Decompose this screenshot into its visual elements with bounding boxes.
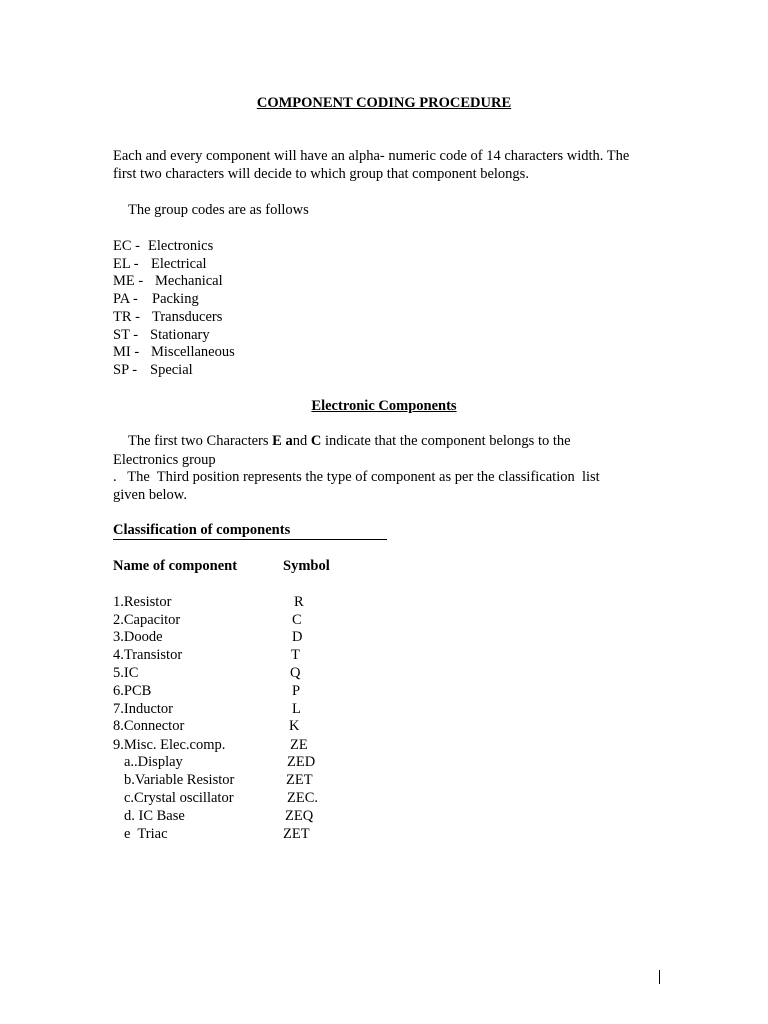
component-symbol: ZE: [290, 737, 308, 753]
component-name: e Triac: [124, 826, 168, 842]
component-name: b.Variable Resistor: [124, 772, 235, 788]
group-name: Special: [150, 362, 193, 378]
para-c: C: [310, 433, 322, 449]
para-line-4: given below.: [113, 487, 187, 503]
component-name: 7.Inductor: [113, 701, 173, 717]
component-symbol: K: [289, 718, 300, 734]
group-code: MI -: [113, 344, 140, 360]
component-symbol: ZEQ: [285, 808, 314, 824]
component-name: 1.Resistor: [113, 594, 172, 610]
group-name: Electrical: [151, 256, 207, 272]
component-name: 6.PCB: [113, 683, 152, 699]
component-name: 2.Capacitor: [113, 612, 181, 628]
page-marker: [659, 970, 660, 984]
component-name: a..Display: [124, 754, 183, 770]
group-code: ST -: [113, 327, 139, 343]
group-code: TR -: [113, 309, 140, 325]
group-code: EL -: [113, 256, 139, 272]
intro-line-1: Each and every component will have an alpha- numeric code of 14 characters width. The: [113, 148, 630, 164]
component-name: 4.Transistor: [113, 647, 183, 663]
group-intro: The group codes are as follows: [128, 202, 309, 218]
component-name: 5.IC: [113, 665, 139, 681]
group-name: Mechanical: [155, 273, 223, 289]
component-symbol: R: [294, 594, 304, 610]
para-line-1: [128, 432, 571, 450]
header-name: Name of component: [113, 558, 238, 574]
group-code: EC -: [113, 238, 140, 254]
group-name: Miscellaneous: [151, 344, 235, 360]
group-name: Stationary: [150, 327, 210, 343]
para-a: a: [285, 433, 293, 449]
component-symbol: T: [291, 647, 300, 663]
component-symbol: ZEC.: [287, 790, 319, 806]
component-symbol: Q: [290, 665, 301, 681]
para-line-2: Electronics group: [113, 452, 216, 468]
group-code: PA -: [113, 291, 138, 307]
group-code: SP -: [113, 362, 138, 378]
component-symbol: P: [292, 683, 301, 699]
intro-line-2: first two characters will decide to which group that component belongs.: [113, 166, 529, 182]
para-line-3: . The Third position represents the type of component as per the classification list: [113, 469, 600, 485]
classification-title: Classification of components: [113, 522, 387, 540]
group-name: Packing: [152, 291, 199, 307]
component-symbol: C: [292, 612, 302, 628]
component-name: 3.Doode: [113, 629, 163, 645]
component-symbol: L: [292, 701, 301, 717]
para-nd: nd: [292, 433, 311, 449]
section-title: Electronic Components: [311, 398, 457, 414]
component-name: c.Crystal oscillator: [124, 790, 234, 806]
component-symbol: ZET: [286, 772, 313, 788]
group-code: ME -: [113, 273, 144, 289]
component-name: 9.Misc. Elec.comp.: [113, 737, 226, 753]
component-name: 8.Connector: [113, 718, 185, 734]
component-symbol: D: [292, 629, 303, 645]
component-symbol: ZET: [283, 826, 310, 842]
group-name: Electronics: [148, 238, 214, 254]
para-e: E: [272, 433, 282, 449]
component-name: d. IC Base: [124, 808, 185, 824]
para-post: indicate that the component belongs to the: [321, 433, 571, 449]
para-pre: The first two Characters: [128, 433, 273, 449]
header-symbol: Symbol: [283, 558, 330, 574]
page-title: COMPONENT CODING PROCEDURE: [256, 95, 512, 111]
group-name: Transducers: [152, 309, 223, 325]
component-symbol: ZED: [287, 754, 316, 770]
